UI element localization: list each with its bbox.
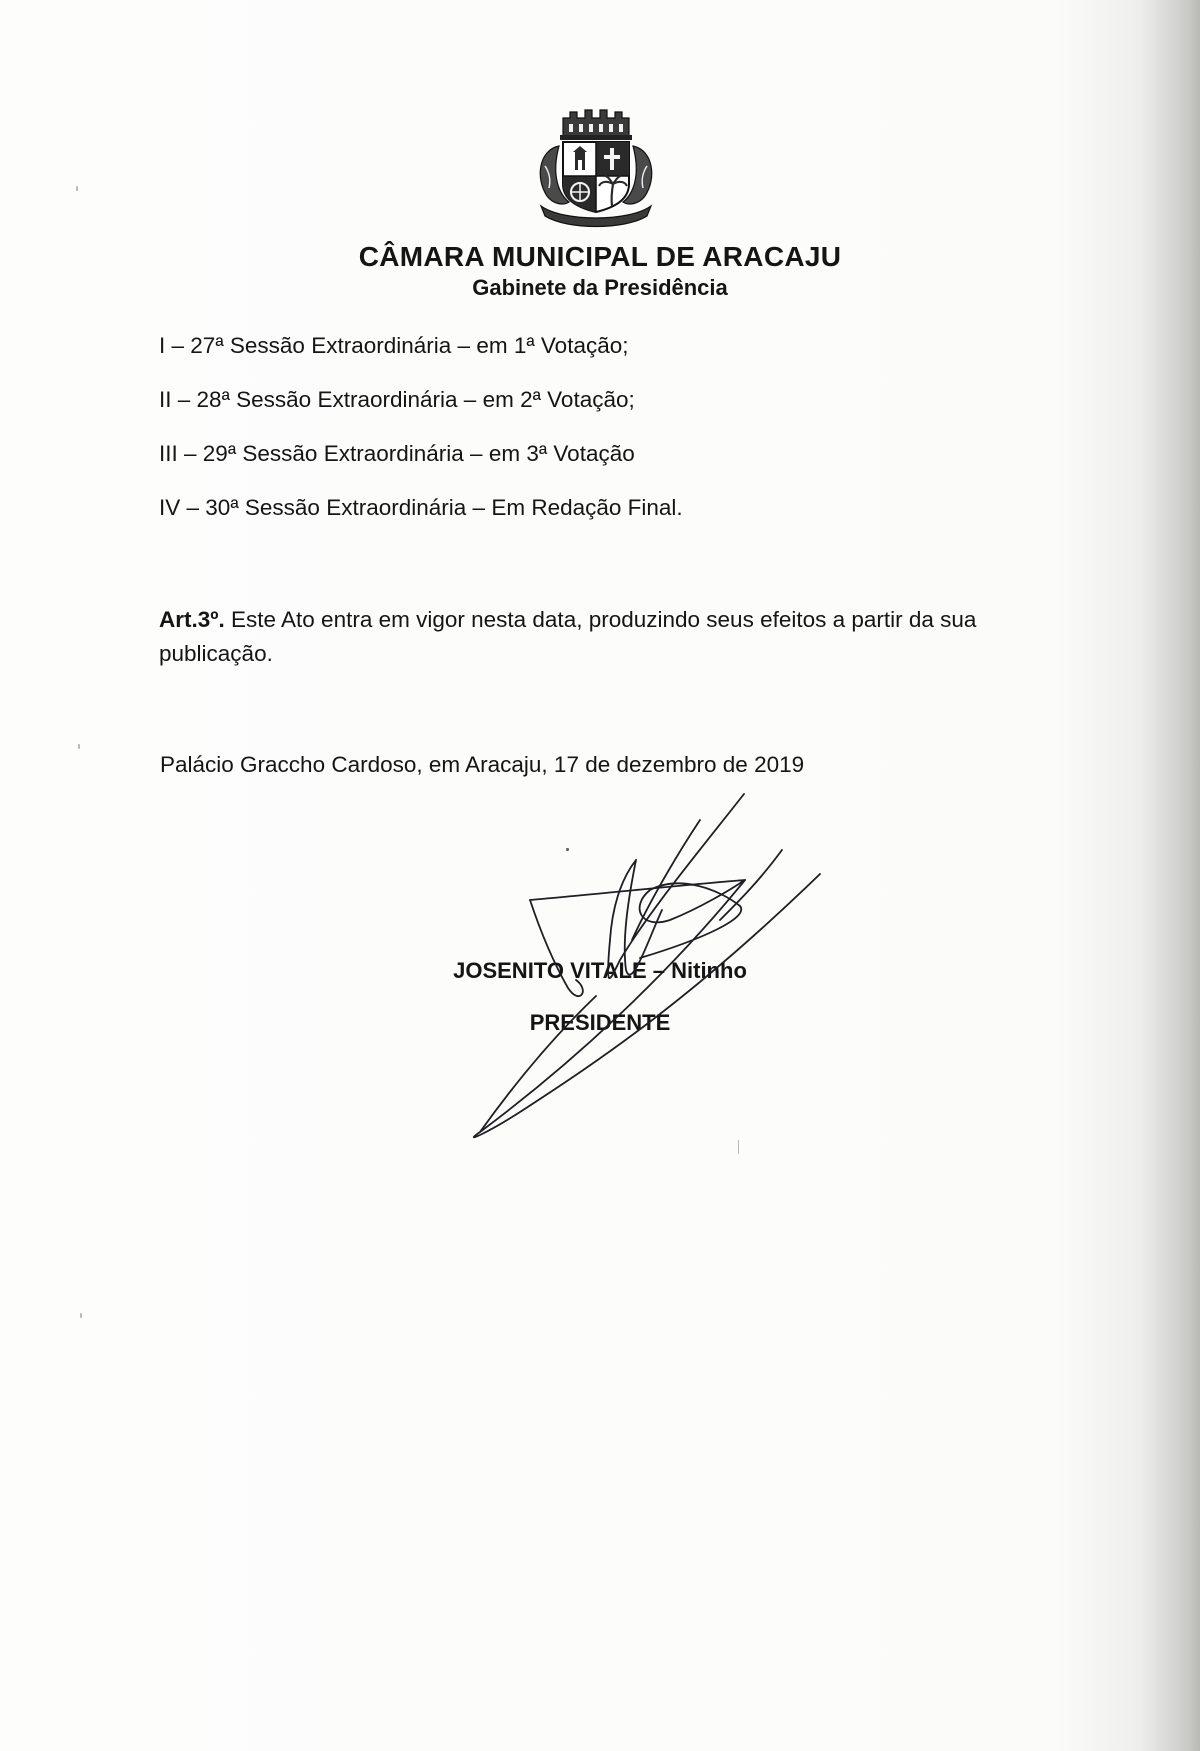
session-item <box>159 440 683 467</box>
scan-speck <box>78 744 80 749</box>
session-name: 30ª Sessão Extraordinária <box>205 495 467 520</box>
dash-separator: – <box>180 495 206 520</box>
scan-speck <box>566 848 569 851</box>
session-numeral: II <box>159 387 172 412</box>
session-name: 27ª Sessão Extraordinária <box>190 333 452 358</box>
session-list <box>159 332 683 548</box>
dash-separator: – <box>451 333 477 358</box>
document-header <box>300 240 900 302</box>
session-item <box>159 494 683 521</box>
office-name: Gabinete da Presidência <box>472 275 728 300</box>
city-coat-of-arms <box>533 106 659 228</box>
session-vote: em 1ª Votação; <box>476 333 629 358</box>
session-name: 28ª Sessão Extraordinária <box>196 387 458 412</box>
session-numeral: IV <box>159 495 181 520</box>
article-number: Art.3º. <box>159 607 225 632</box>
article-3 <box>159 603 1039 671</box>
session-vote: em 3ª Votação <box>488 441 635 466</box>
session-vote: em 2ª Votação; <box>482 387 635 412</box>
dash-separator: – <box>171 387 197 412</box>
handwritten-signature <box>400 790 860 1160</box>
signer-role: PRESIDENTE <box>529 1010 671 1035</box>
dash-separator: – <box>177 441 203 466</box>
session-vote: Em Redação Final. <box>491 495 683 520</box>
scan-speck <box>76 186 78 191</box>
session-item <box>159 332 683 359</box>
dash-separator: – <box>463 441 489 466</box>
session-numeral: III <box>159 441 178 466</box>
dash-separator: – <box>457 387 483 412</box>
place-and-date: Palácio Graccho Cardoso, em Aracaju, 17 de dezembro de 2019 <box>160 752 805 777</box>
article-text: Este Ato entra em vigor nesta data, produzindo seus efeitos a partir da sua publicação. <box>159 607 977 666</box>
scan-speck <box>738 1140 739 1154</box>
dash-separator: – <box>165 333 191 358</box>
session-name: 29ª Sessão Extraordinária <box>202 441 464 466</box>
session-numeral: I <box>159 333 166 358</box>
session-item <box>159 386 683 413</box>
scan-speck <box>80 1313 82 1318</box>
dash-separator: – <box>466 495 492 520</box>
organization-name: CÂMARA MUNICIPAL DE ARACAJU <box>358 241 842 272</box>
signer-name: JOSENITO VITALE – Nitinho <box>453 958 747 983</box>
